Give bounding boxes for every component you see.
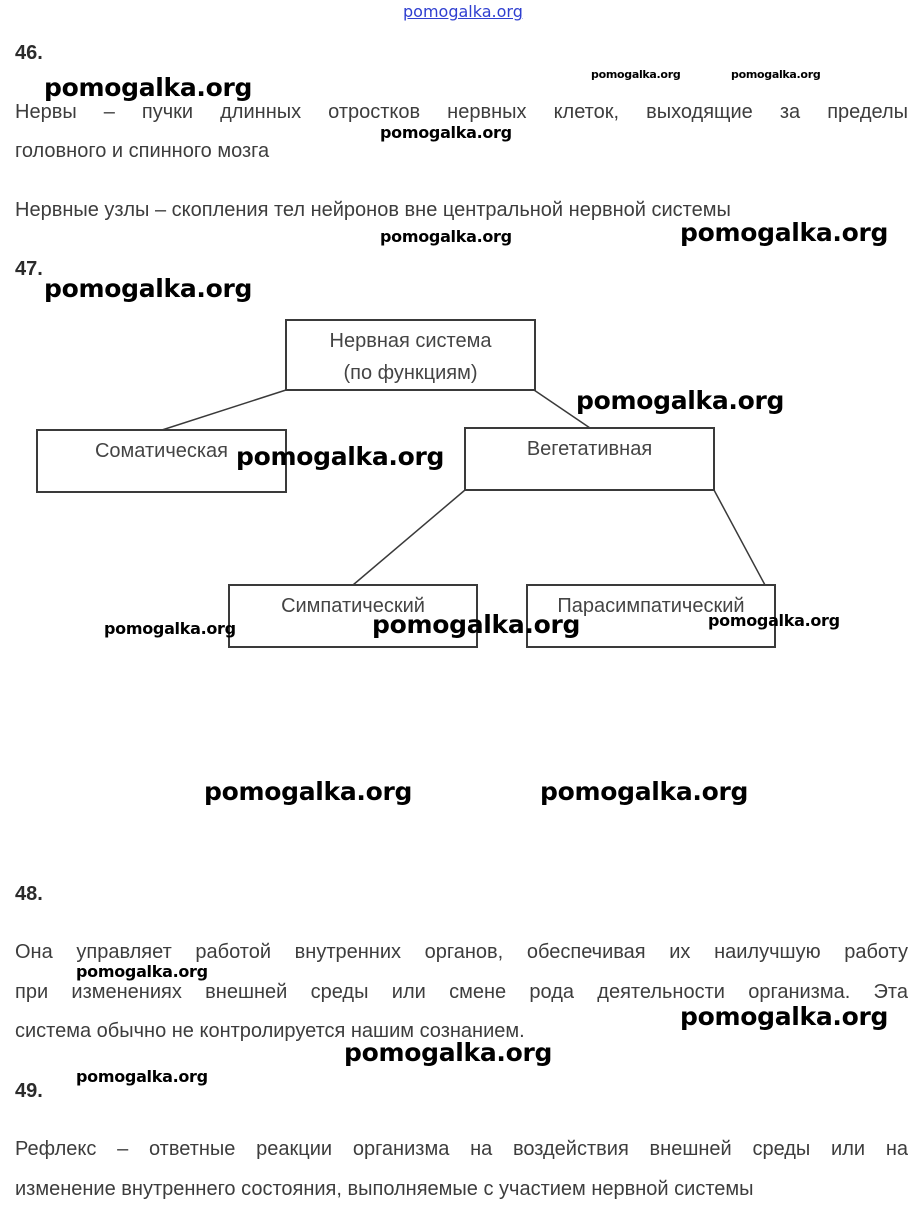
question-46-number: 46. [15, 42, 43, 64]
diagram-node-sympathetic: Симпатический [228, 584, 478, 648]
diagram-node-vegetative: Вегетативная [464, 427, 715, 491]
watermark: pomogalka.org [540, 777, 749, 806]
watermark: pomogalka.org [236, 442, 445, 471]
diagram-root-subtitle: (по функциям) [343, 362, 478, 384]
watermark: pomogalka.org [104, 619, 236, 638]
watermark: pomogalka.org [372, 610, 581, 639]
diagram-node-somatic: Соматическая [36, 429, 287, 493]
q46-line-2: головного и спинного мозга [15, 140, 270, 162]
watermark: pomogalka.org [708, 611, 840, 630]
watermark: pomogalka.org [591, 68, 681, 81]
watermark: pomogalka.org [76, 1067, 208, 1086]
watermark: pomogalka.org [44, 73, 253, 102]
connector-root-somatic [162, 390, 286, 430]
watermark: pomogalka.org [44, 274, 253, 303]
q46-line-3: Нервные узлы – скопления тел нейронов вне центральной нервной системы [15, 199, 731, 221]
watermark: pomogalka.org [731, 68, 821, 81]
watermark: pomogalka.org [204, 777, 413, 806]
watermark: pomogalka.org [344, 1038, 553, 1067]
q46-line-1: Нервы – пучки длинных отростков нервных клеток, выходящие за пределы [15, 101, 908, 123]
watermark: pomogalka.org [76, 962, 208, 981]
site-header-link[interactable]: pomogalka.org [403, 2, 523, 21]
diagram-root-title: Нервная система [329, 330, 492, 352]
watermark: pomogalka.org [380, 227, 512, 246]
q48-line-1: Она управляет работой внутренних органов, обеспечивая их наилучшую работу [15, 941, 908, 963]
watermark: pomogalka.org [680, 1002, 889, 1031]
diagram-root-node [285, 319, 536, 391]
q49-line-1: Рефлекс – ответные реакции организма на воздействия внешней среды или на [15, 1138, 908, 1160]
q49-line-2: изменение внутреннего состояния, выполняемые с участием нервной системы [15, 1178, 754, 1200]
question-49-number: 49. [15, 1080, 43, 1102]
q48-line-2: при изменениях внешней среды или смене рода деятельности организма. Эта [15, 981, 908, 1003]
question-47-number: 47. [15, 258, 43, 280]
connector-vegetative-parasympathetic [714, 490, 765, 585]
connector-vegetative-sympathetic [353, 490, 465, 585]
watermark: pomogalka.org [680, 218, 889, 247]
q48-line-3: система обычно не контролируется нашим сознанием. [15, 1020, 525, 1042]
question-48-number: 48. [15, 883, 43, 905]
watermark: pomogalka.org [380, 123, 512, 142]
diagram-node-parasympathetic: Парасимпатический [526, 584, 776, 648]
watermark: pomogalka.org [576, 386, 785, 415]
